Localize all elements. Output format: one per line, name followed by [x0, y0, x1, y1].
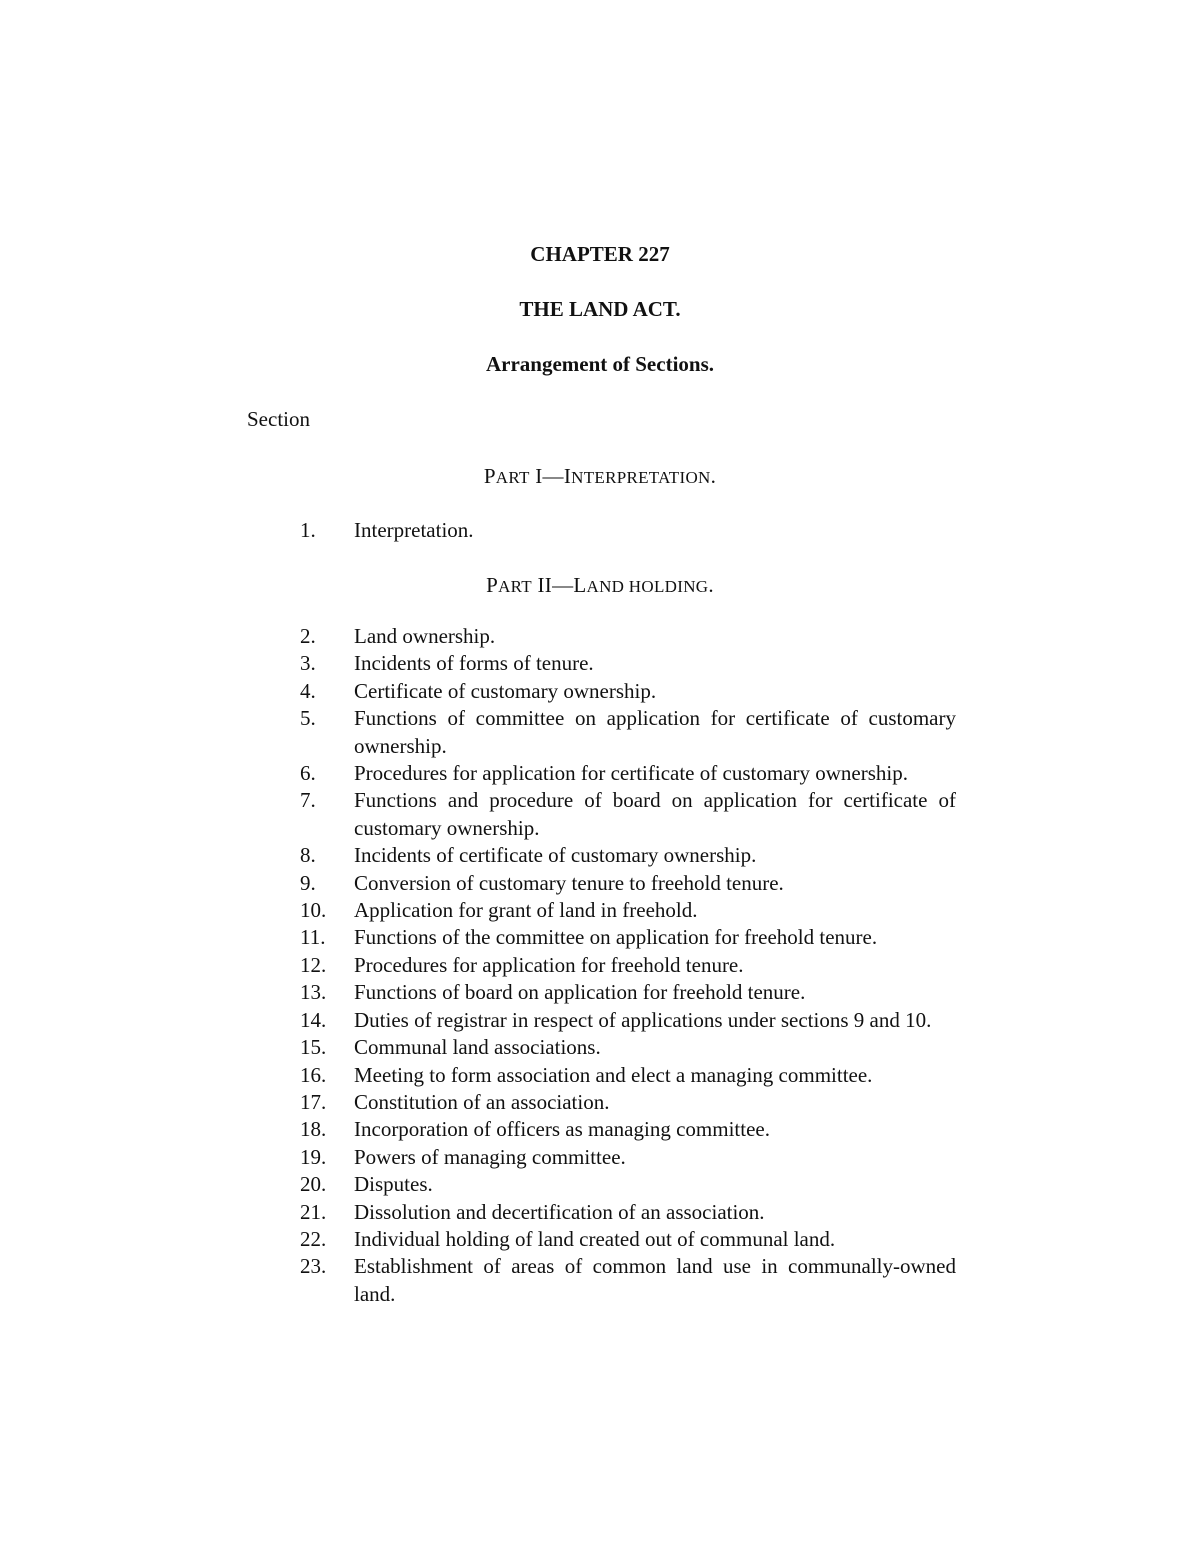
section-number: 20. [300, 1172, 327, 1197]
section-title: Incidents of forms of tenure. [354, 651, 594, 676]
section-number: 5. [300, 706, 316, 731]
section-title: Powers of managing committee. [354, 1144, 626, 1169]
section-number: 17. [300, 1089, 327, 1114]
part-2-smallcaps: ART [498, 577, 532, 596]
section-entry [300, 842, 956, 869]
section-title: Meeting to form association and elect a managing committee. [354, 1062, 873, 1087]
part-2-numeral: II—L [531, 573, 587, 597]
section-entry [300, 1116, 956, 1143]
part-1-section-list [300, 517, 956, 544]
section-number: 16. [300, 1062, 327, 1087]
part-1-numeral: I—I [529, 464, 572, 488]
section-title: Procedures for application for certificate of customary ownership. [354, 761, 908, 786]
section-title: Functions and procedure of board on application for certificate of customary ownership. [354, 788, 956, 840]
arrangement-heading: Arrangement of Sections. [485, 352, 715, 376]
section-entry [300, 924, 956, 951]
section-title: Incidents of certificate of customary ownership. [354, 843, 757, 868]
act-title: THE LAND ACT. [519, 297, 681, 321]
section-title: Disputes. [354, 1172, 433, 1197]
section-entry [300, 678, 956, 705]
section-number: 2. [300, 624, 316, 648]
section-title: Certificate of customary ownership. [354, 678, 657, 703]
section-number: 22. [300, 1226, 327, 1251]
section-entry [300, 1226, 956, 1253]
section-entry [300, 650, 956, 677]
section-number: 9. [300, 870, 316, 895]
part-2-title: AND HOLDING [586, 577, 709, 596]
section-entry [300, 1062, 956, 1089]
section-number: 14. [300, 1007, 327, 1032]
section-title: Incorporation of officers as managing committee. [354, 1117, 770, 1142]
section-number: 11. [300, 925, 326, 950]
section-entry [300, 517, 956, 544]
section-entry [300, 1199, 956, 1226]
part-2-section-list [300, 623, 956, 1308]
section-title: Functions of board on application for freehold tenure. [354, 980, 806, 1005]
section-title: Individual holding of land created out of communal land. [354, 1226, 836, 1251]
section-entry [300, 760, 956, 787]
section-title: Establishment of areas of common land use in communally-owned land. [354, 1254, 956, 1306]
section-title: Conversion of customary tenure to freehold tenure. [354, 870, 784, 895]
section-number: 1. [300, 518, 316, 542]
part-1-initial: P [483, 464, 496, 488]
section-entry [300, 979, 956, 1006]
section-title: Communal land associations. [354, 1035, 601, 1060]
chapter-heading: CHAPTER 227 [530, 242, 670, 266]
section-entry [300, 1007, 956, 1034]
section-number: 13. [300, 980, 327, 1005]
section-title: Procedures for application for freehold tenure. [354, 952, 744, 977]
section-number: 4. [300, 678, 316, 703]
part-1-dot: . [710, 464, 717, 488]
section-entry [300, 1253, 956, 1308]
part-1-heading [0, 463, 1200, 491]
section-title: Duties of registrar in respect of applications under sections 9 and 10. [354, 1007, 932, 1032]
section-entry [300, 1034, 956, 1061]
section-number: 3. [300, 651, 316, 676]
section-entry [300, 897, 956, 924]
section-column-label: Section [247, 407, 310, 431]
section-entry [300, 1171, 956, 1198]
section-title: Interpretation. [354, 518, 474, 542]
section-number: 21. [300, 1199, 327, 1224]
part-2-heading [0, 572, 1200, 600]
section-number: 15. [300, 1035, 327, 1060]
section-title: Dissolution and decertification of an association. [354, 1199, 765, 1224]
section-number: 19. [300, 1144, 327, 1169]
section-number: 8. [300, 843, 316, 868]
section-entry [300, 1144, 956, 1171]
section-number: 10. [300, 898, 327, 923]
section-entry [300, 623, 956, 650]
part-1-title: NTERPRETATION [571, 468, 711, 487]
section-entry [300, 787, 956, 842]
section-entry [300, 870, 956, 897]
section-number: 12. [300, 952, 327, 977]
section-title: Land ownership. [354, 624, 496, 648]
section-entry [300, 705, 956, 760]
section-title: Functions of the committee on application for freehold tenure. [354, 925, 878, 950]
section-number: 18. [300, 1117, 327, 1142]
part-2-dot: . [708, 573, 714, 597]
section-title: Functions of committee on application for certificate of customary ownership. [354, 706, 956, 758]
section-number: 23. [300, 1254, 327, 1279]
section-title: Application for grant of land in freehold. [354, 898, 698, 923]
section-entry [300, 952, 956, 979]
part-1-smallcaps: ART [495, 468, 530, 487]
section-number: 6. [300, 761, 316, 786]
section-entry [300, 1089, 956, 1116]
section-title: Constitution of an association. [354, 1089, 610, 1114]
section-number: 7. [300, 788, 316, 813]
part-2-initial: P [486, 573, 499, 597]
